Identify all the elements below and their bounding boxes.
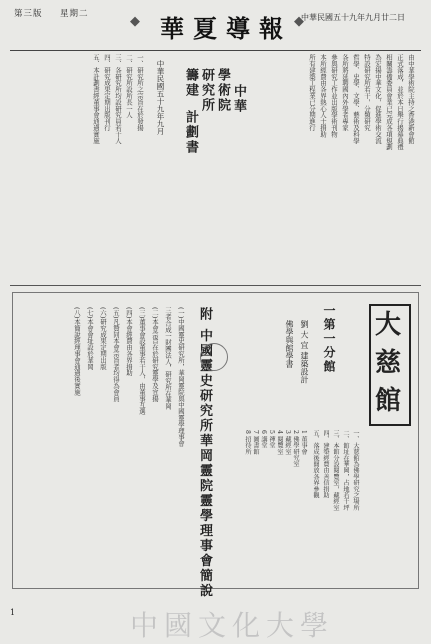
box-paragraph: (三)董事會設董事若干人，由董事互選 — [138, 307, 146, 415]
page-number: 1 — [10, 608, 16, 617]
notice-title-line: 計劃書 — [183, 110, 198, 155]
sub-subtitle: 佛學與館學書 — [285, 320, 294, 368]
box-paragraph: (一)中國靈史研究所，華岡靈院與中國靈學理事會 — [177, 307, 185, 447]
header-date: 中華民國五十九年九月廿二日 — [301, 13, 405, 22]
newspaper-header — [10, 4, 421, 51]
seal-icon — [200, 343, 228, 371]
watermark: 中國文化大學 — [130, 609, 335, 642]
big-title — [369, 304, 411, 426]
notice-block — [155, 54, 249, 278]
article-column: 三、各研究所均設研究員若干人 — [114, 54, 122, 144]
list-item: 5 禪堂 — [268, 430, 275, 449]
list-item: 1 董事會 — [300, 430, 307, 455]
list-item: 8 招待所 — [244, 430, 251, 455]
big-title-char: 大 — [374, 310, 405, 340]
notice-title-line: 中華 — [231, 84, 246, 114]
big-title-char: 館 — [374, 386, 405, 416]
article-column: 相關籌備委員會業已完成各項規劃 — [385, 54, 393, 150]
architect-credit: 劉 大 宜 建築設計 — [300, 320, 309, 384]
article-column: 由中華學術院主持之香港新會館 — [407, 54, 415, 144]
header-issue-text: 星期二 — [60, 9, 89, 19]
newspaper-title: 華夏導報 — [160, 14, 292, 43]
list-item: 4 閱覽室 — [276, 430, 283, 455]
box-paragraph: (四)本會經費由各界捐助 — [125, 307, 133, 376]
list-item: 五、落成後開放各界參觀 — [312, 430, 319, 499]
header-ornament-icon: ◆ — [294, 14, 304, 29]
article-column: 正式落成，並於本日舉行揭幕典禮 — [396, 54, 404, 150]
box-paragraph: (七)本會會址設於華岡 — [86, 307, 94, 370]
list-item: 一、大慈館為佛學研究之場所 — [352, 430, 359, 511]
article-column: 各所將延聘國內外學者專家 — [341, 54, 349, 131]
list-item: 2 佛學研究室 — [292, 430, 299, 467]
section-divider — [10, 285, 421, 286]
notice-title-line: 學術院 — [215, 68, 230, 113]
list-item: 三、本館分設閱覽室，藏經室 — [332, 430, 339, 511]
notice-title-line: 籌建 — [183, 68, 198, 98]
header-left-text: 第三版 — [14, 9, 43, 19]
box-paragraph: (六)研究成果定期出版 — [99, 307, 107, 370]
list-item: 四、建築經費由善信捐助 — [322, 430, 329, 499]
article-column: 哲學、史學、文學、藝術及科學 — [352, 54, 360, 144]
article-column: 特設研究所若干，分類研究 — [363, 54, 371, 131]
list-item: 7 圖書館 — [252, 430, 259, 455]
notice-date: 中華民國五十九年九月 — [156, 60, 165, 135]
article-column: 為宏揚中華文化，促進學術交流 — [374, 54, 382, 144]
box-paragraph: 三者合成一財團法人，研究所在華岡 — [164, 307, 172, 410]
big-title-char: 慈 — [374, 348, 405, 378]
header-ornament-icon: ◆ — [130, 14, 140, 29]
article-column: 二、研究所設所長一人 — [125, 54, 133, 118]
list-item: 二、館址在華岡，占地若干坪 — [342, 430, 349, 511]
box-paragraph: (八)本簡說經理事會通過後實施 — [73, 307, 81, 396]
right-pane — [229, 298, 414, 582]
article-column: 所有建築工程業已分期進行 — [308, 54, 316, 131]
notice-title-line: 研究所 — [199, 68, 214, 113]
box-paragraph: (五)凡贊同本會宗旨者均得為會員 — [112, 307, 120, 402]
article-column: 五、本計劃書經董事會通過實施 — [92, 54, 100, 144]
article-column: 四、研究成果定期出版刊行 — [103, 54, 111, 131]
article-column: 本所經費由各界熱心人士捐助 — [319, 54, 327, 138]
box-paragraph: (二)本會宗旨在於研究靈學及宣揚 — [151, 307, 159, 402]
box-title: 附 中國靈史研究所華岡靈院靈學理事會簡說 — [197, 307, 212, 599]
article-column: 一、研究所之宗旨在於發揚 — [136, 54, 144, 131]
article-column: 參與研究工作並出版學術刊物 — [330, 54, 338, 138]
list-item: 3 藏經室 — [284, 430, 291, 455]
list-item: 6 講堂 — [260, 430, 267, 449]
sub-title: 一第一分館 — [322, 304, 336, 374]
